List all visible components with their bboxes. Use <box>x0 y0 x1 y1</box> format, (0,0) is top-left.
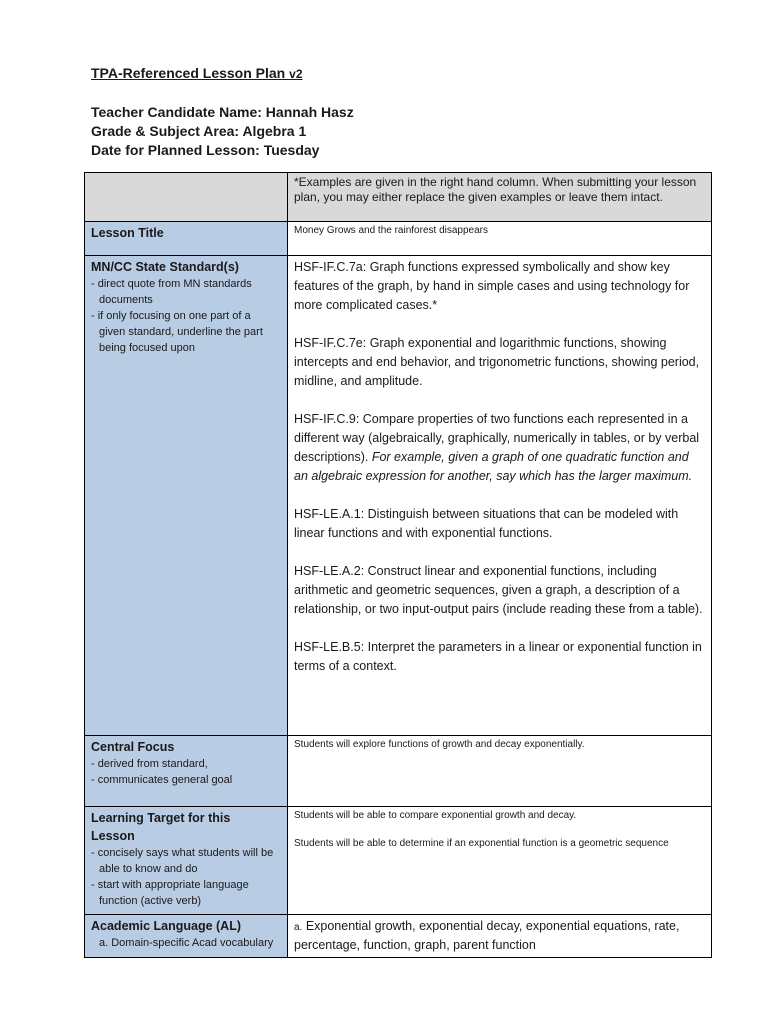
document-title: TPA-Referenced Lesson Plan v2 <box>91 65 303 81</box>
standards-row <box>85 256 712 736</box>
central-focus-label: Central Focus <box>91 740 175 754</box>
standard-item: HSF-LE.A.1: Distinguish between situations that can be modeled with linear functions and with exponential functions. <box>294 507 679 540</box>
standard-item: HSF-LE.B.5: Interpret the parameters in a linear or exponential function in terms of a context. <box>294 640 702 673</box>
academic-language-label-cell <box>85 915 288 958</box>
teacher-candidate-name: Teacher Candidate Name: Hannah Hasz <box>91 104 354 120</box>
standard-item: HSF-IF.C.9: Compare properties of two functions each represented in a different way (algebraically, graphically, numerically in tables, or by verbal descriptions). For example, given a graph of one quadratic function and an algebraic expression for another, say which has the larger maximum. <box>294 412 700 483</box>
learning-target-notes: - concisely says what students will be able to know and do - start with appropriate language function (active verb) <box>91 847 274 907</box>
learning-target-value-cell <box>288 807 712 915</box>
grade-subject-area: Grade & Subject Area: Algebra 1 <box>91 123 307 139</box>
lesson-title-value: Money Grows and the rainforest disappears <box>294 225 488 236</box>
lesson-title-label-cell <box>85 222 288 256</box>
central-focus-notes: - derived from standard, - communicates general goal <box>91 758 233 786</box>
learning-target-label: Learning Target for this Lesson <box>91 811 231 843</box>
standards-label-cell <box>85 256 288 736</box>
academic-language-label: Academic Language (AL) <box>91 919 241 933</box>
lesson-plan-table <box>84 172 712 958</box>
standards-label: MN/CC State Standard(s) <box>91 260 239 274</box>
header-blank-cell <box>85 173 288 222</box>
standards-value-cell <box>288 256 712 736</box>
lesson-title-row <box>85 222 712 256</box>
standard-item: HSF-LE.A.2: Construct linear and exponential functions, including arithmetic and geometric sequences, given a graph, a description of a relationship, or two input-output pairs (include reading these from a table). <box>294 564 703 616</box>
planned-lesson-date: Date for Planned Lesson: Tuesday <box>91 142 320 158</box>
central-focus-value-cell <box>288 736 712 807</box>
lesson-title-value-cell <box>288 222 712 256</box>
learning-target-row <box>85 807 712 915</box>
document-heading <box>91 64 354 160</box>
standard-item: HSF-IF.C.7e: Graph exponential and logarithmic functions, showing intercepts and end behavior, and trigonometric functions, showing period, midline, and amplitude. <box>294 336 700 388</box>
document-version: v2 <box>289 67 303 81</box>
central-focus-row <box>85 736 712 807</box>
academic-language-value-cell <box>288 915 712 958</box>
table-header-row <box>85 173 712 222</box>
central-focus-label-cell <box>85 736 288 807</box>
lesson-title-label: Lesson Title <box>91 226 164 240</box>
academic-language-row <box>85 915 712 958</box>
learning-target-item: Students will be able to determine if an exponential function is a geometric sequence <box>294 838 669 849</box>
standards-notes: - direct quote from MN standards documents - if only focusing on one part of a given standard, underline the part being focused upon <box>91 278 263 354</box>
central-focus-value: Students will explore functions of growth and decay exponentially. <box>294 739 585 750</box>
learning-target-label-cell <box>85 807 288 915</box>
standard-item: HSF-IF.C.7a: Graph functions expressed symbolically and show key features of the graph, by hand in simple cases and using technology for more complicated cases.* <box>294 260 690 312</box>
learning-target-item: Students will be able to compare exponential growth and decay. <box>294 810 577 821</box>
academic-language-value: Exponential growth, exponential decay, exponential equations, rate, percentage, function, graph, parent function <box>294 919 680 952</box>
examples-note: *Examples are given in the right hand column. When submitting your lesson plan, you may either replace the given examples or leave them intact. <box>288 173 712 222</box>
academic-language-marker: a. <box>294 922 303 933</box>
academic-language-note: a. Domain-specific Acad vocabulary <box>99 937 274 949</box>
